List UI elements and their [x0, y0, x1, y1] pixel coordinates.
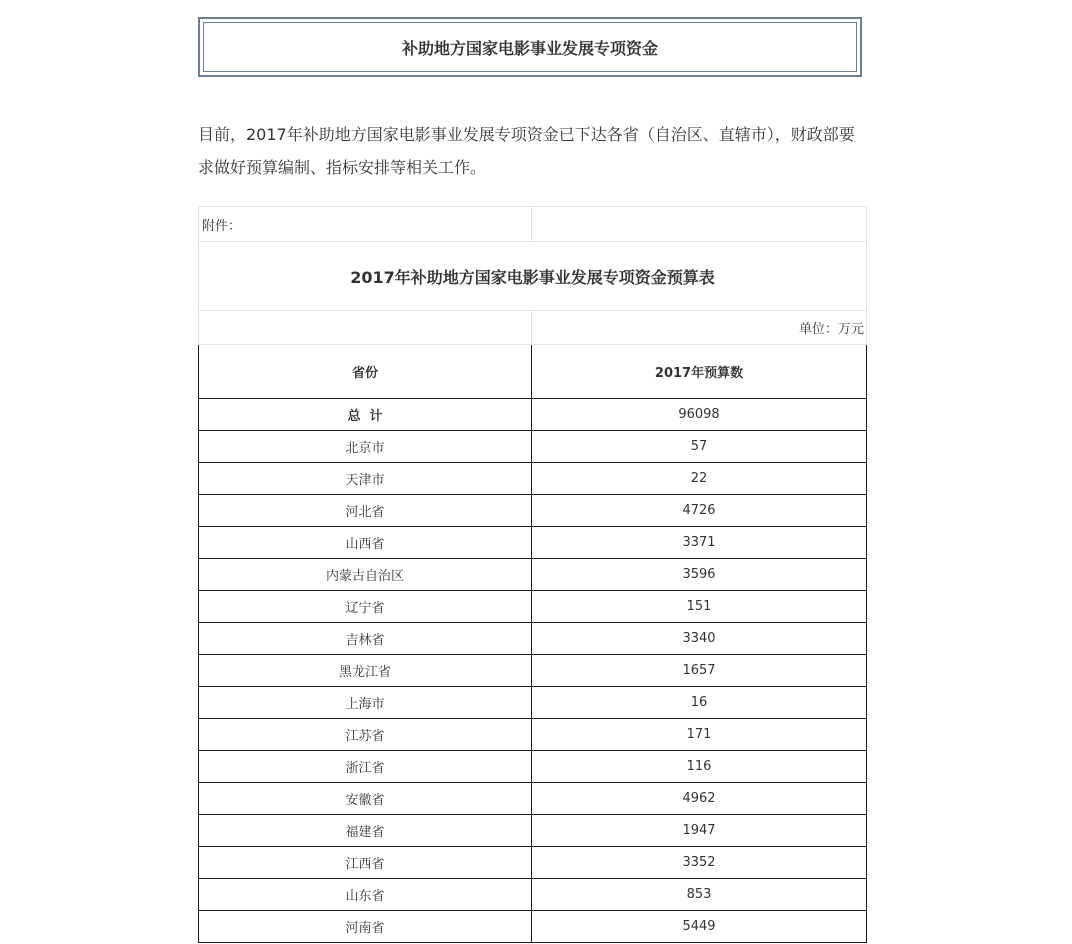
- budget-value-cell: 171: [532, 719, 867, 751]
- province-cell: 天津市: [199, 463, 532, 495]
- budget-value-cell: 151: [532, 591, 867, 623]
- unit-label: 单位：万元: [532, 311, 867, 345]
- caption-row: [199, 242, 867, 311]
- budget-value-cell: 3340: [532, 623, 867, 655]
- budget-table: [198, 206, 867, 943]
- table-row: [199, 399, 867, 431]
- table-row: [199, 655, 867, 687]
- budget-value-cell: 3596: [532, 559, 867, 591]
- table-row: [199, 431, 867, 463]
- empty-cell: [199, 311, 532, 345]
- budget-value-cell: 22: [532, 463, 867, 495]
- province-cell: 黑龙江省: [199, 655, 532, 687]
- province-cell: 安徽省: [199, 783, 532, 815]
- column-header-province: 省份: [199, 345, 532, 399]
- empty-cell: [532, 207, 867, 242]
- intro-paragraph: 目前，2017年补助地方国家电影事业发展专项资金已下达各省（自治区、直辖市），财政部要求做好预算编制、指标安排等相关工作。: [198, 125, 855, 177]
- article-title: 补助地方国家电影事业发展专项资金: [203, 22, 857, 72]
- province-cell: 浙江省: [199, 751, 532, 783]
- budget-value-cell: 16: [532, 687, 867, 719]
- budget-value-cell: 4726: [532, 495, 867, 527]
- budget-value-cell: 1657: [532, 655, 867, 687]
- budget-value-cell: 1947: [532, 815, 867, 847]
- table-row: [199, 751, 867, 783]
- province-cell: 山西省: [199, 527, 532, 559]
- table-row: [199, 623, 867, 655]
- province-cell: 上海市: [199, 687, 532, 719]
- budget-value-cell: 3371: [532, 527, 867, 559]
- province-cell: 山东省: [199, 879, 532, 911]
- table-row: [199, 719, 867, 751]
- province-cell: 江西省: [199, 847, 532, 879]
- article-title-box: [198, 17, 862, 77]
- total-value-cell: 96098: [532, 399, 867, 431]
- attachment-row: [199, 207, 867, 242]
- budget-value-cell: 4962: [532, 783, 867, 815]
- total-label-cell: 总 计: [199, 399, 532, 431]
- budget-value-cell: 853: [532, 879, 867, 911]
- table-row: [199, 591, 867, 623]
- table-row: [199, 495, 867, 527]
- province-cell: 江苏省: [199, 719, 532, 751]
- attachment-label: 附件：: [199, 207, 532, 242]
- province-cell: 福建省: [199, 815, 532, 847]
- province-cell: 河北省: [199, 495, 532, 527]
- column-header-budget: 2017年预算数: [532, 345, 867, 399]
- table-row: [199, 815, 867, 847]
- province-cell: 北京市: [199, 431, 532, 463]
- table-row: [199, 559, 867, 591]
- province-cell: 河南省: [199, 911, 532, 943]
- table-row: [199, 687, 867, 719]
- table-body: [199, 399, 867, 943]
- table-row: [199, 527, 867, 559]
- budget-value-cell: 5449: [532, 911, 867, 943]
- table-header-row: [199, 345, 867, 399]
- province-cell: 吉林省: [199, 623, 532, 655]
- table-row: [199, 783, 867, 815]
- province-cell: 内蒙古自治区: [199, 559, 532, 591]
- budget-value-cell: 3352: [532, 847, 867, 879]
- table-caption: 2017年补助地方国家电影事业发展专项资金预算表: [199, 242, 867, 311]
- table-row: [199, 847, 867, 879]
- table-row: [199, 463, 867, 495]
- unit-row: [199, 311, 867, 345]
- province-cell: 辽宁省: [199, 591, 532, 623]
- table-row: [199, 879, 867, 911]
- budget-value-cell: 116: [532, 751, 867, 783]
- table-row: [199, 911, 867, 943]
- budget-value-cell: 57: [532, 431, 867, 463]
